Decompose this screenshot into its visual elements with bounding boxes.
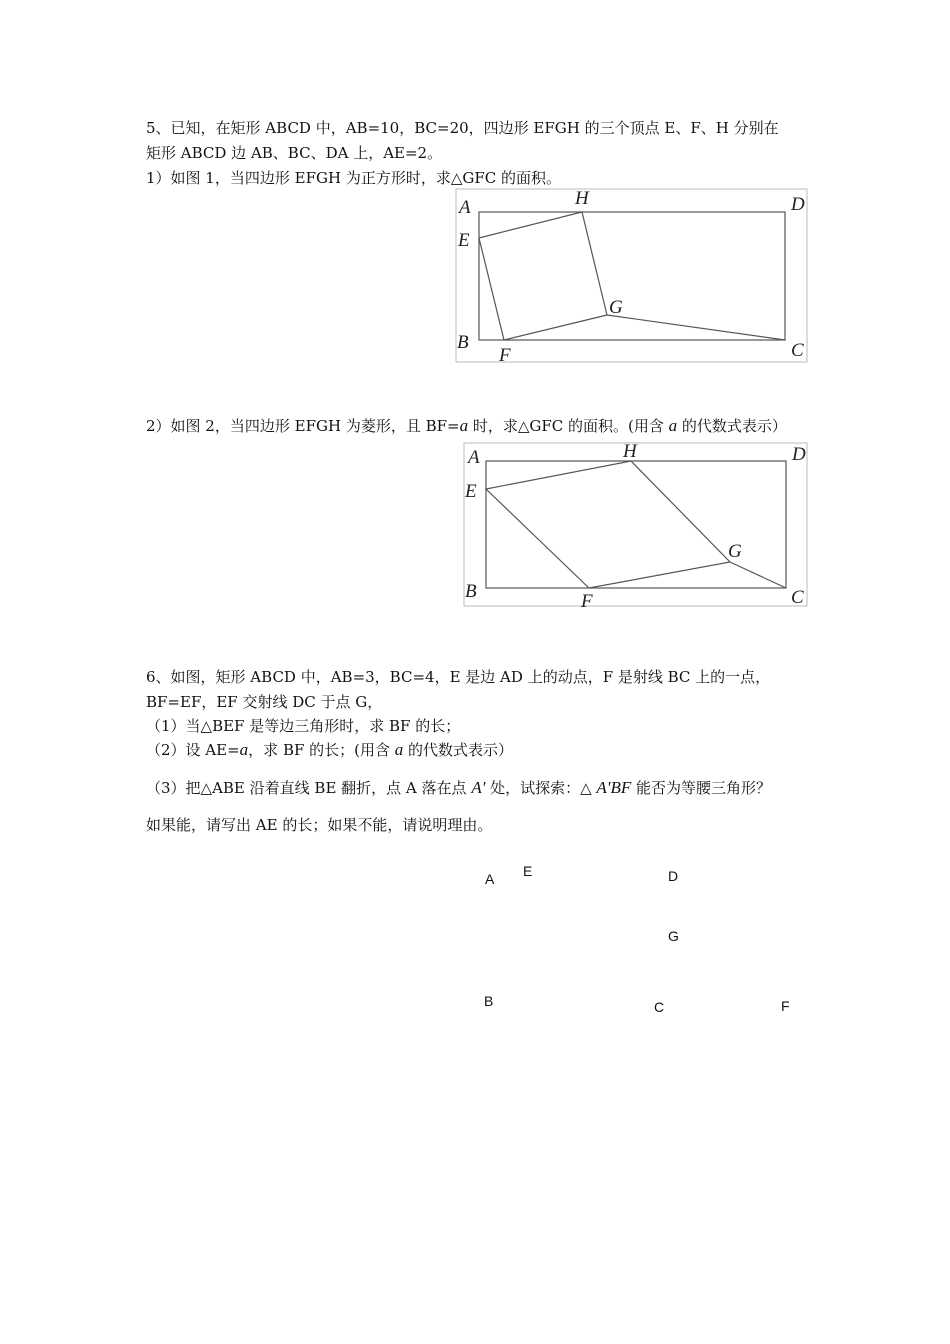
problem5-line1: 5、已知，在矩形 ABCD 中，AB=10，BC=20，四边形 EFGH 的三个顶点 E、F、H 分别在 [146,119,779,137]
problem6-line2: BF=EF，EF 交射线 DC 于点 G， [146,693,383,711]
variable-a: a [459,416,469,435]
problem6-question2 [146,740,513,760]
rhombus-efgh [486,461,730,588]
q3-suffix: 能否为等腰三角形？ [631,779,771,797]
figure-1 [455,188,809,364]
label-h: H [575,188,589,209]
label-e: E [523,863,533,879]
label-c: C [791,587,804,608]
problem5-line2: 矩形 ABCD 边 AB、BC、DA 上，AE=2。 [146,144,443,162]
label-e: E [458,230,470,251]
label-f: F [499,345,511,364]
problem6-line1: 6、如图，矩形 ABCD 中，AB=3，BC=4，E 是边 AD 上的动点，F 是射线 BC 上的一点， [146,668,771,686]
triangle-a-prime-bf: A'BF [596,778,632,797]
label-d: D [668,868,679,884]
q2-mid: ，求 BF 的长；(用含 [248,741,395,759]
variable-a: a [668,416,678,435]
variable-a: a [394,740,404,759]
segment-gc [607,315,785,340]
label-b: B [457,332,469,353]
label-g: G [728,541,742,562]
q2-prefix: 2）如图 2，当四边形 EFGH 为菱形，且 BF= [146,417,460,435]
segment-gc [730,562,786,588]
label-a: A [468,447,480,468]
label-f: F [781,998,790,1014]
label-b: B [465,581,477,602]
label-c: C [791,340,804,361]
label-c: C [654,999,665,1015]
label-b: B [484,993,494,1009]
problem6-question1: （1）当△BEF 是等边三角形时，求 BF 的长； [146,717,461,735]
figure-2-frame [464,443,807,606]
label-a: A [485,871,495,887]
rectangle-abcd [479,212,785,340]
q2-suffix: 的代数式表示） [403,741,514,759]
q2-suffix: 的代数式表示） [677,417,787,435]
problem6-question3-line2: 如果能，请写出 AE 的长；如果不能，请说明理由。 [146,816,493,834]
q3-mid: 处，试探索：△ [485,779,597,797]
label-e: E [465,481,477,502]
q3-prefix: （3）把△ABE 沿着直线 BE 翻折，点 A 落在点 [146,779,472,797]
label-g: G [668,928,679,944]
square-efgh [479,212,607,340]
figure-2 [463,442,809,608]
label-a: A [459,197,471,218]
q2-mid: 时，求△GFC 的面积。(用含 [468,417,669,435]
label-g: G [609,297,623,318]
label-d: D [791,194,805,215]
label-h: H [623,442,637,462]
label-d: D [792,444,806,465]
q2-prefix: （2）设 AE= [146,741,240,759]
problem5-question2 [146,416,787,436]
label-f: F [581,591,593,608]
problem6-question3 [146,778,771,798]
problem5-question1: 1）如图 1，当四边形 EFGH 为正方形时，求△GFC 的面积。 [146,169,561,187]
variable-a-prime: A' [471,778,486,797]
variable-a: a [239,740,249,759]
